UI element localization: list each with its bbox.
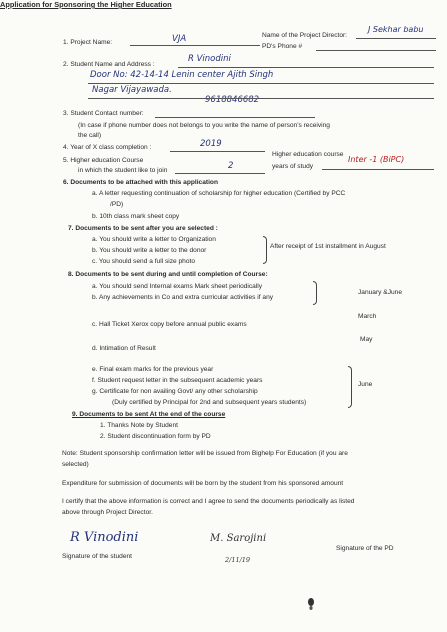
director-label: Name of the Project Director: xyxy=(262,32,348,39)
sec8-june: June xyxy=(358,381,373,388)
course-value: 2 xyxy=(228,161,234,171)
project-name-label: 1. Project Name: xyxy=(63,39,113,46)
project-name-value: VJA xyxy=(172,34,187,44)
student-phone: 9618846682 xyxy=(205,95,260,105)
contact-label: 3. Student Contact number: xyxy=(63,110,144,117)
student-signature-label: Signature of the student xyxy=(62,553,133,560)
years-label1: Higher education course xyxy=(272,151,344,158)
expenditure-note: Expenditure for submission of documents will be born by the student from his sponsored amount xyxy=(62,480,344,487)
x-year-value: 2019 xyxy=(200,139,222,149)
certify-line2: above through Project Director. xyxy=(62,509,153,516)
sec6-a1: a. A letter requesting continuation of scholarship for higher education (Certified by PCC xyxy=(92,190,346,197)
sec9-heading: 9. Documents to be sent At the end of the course xyxy=(72,411,226,418)
contact-line xyxy=(155,117,315,118)
address-line1-rule xyxy=(88,83,434,84)
director-value: J Sekhar babu xyxy=(368,25,424,34)
sec8-jan: January &June xyxy=(358,289,402,296)
sec6-heading: 6. Documents to be attached with this application xyxy=(63,179,218,186)
years-value: Inter -1 (BiPC) xyxy=(348,155,405,164)
director-line xyxy=(356,38,436,39)
sec8-a: a. You should send Internal exams Mark sheet periodically xyxy=(92,283,263,290)
sec8-c: c. Hall Ticket Xerox copy before annual public exams xyxy=(92,321,247,328)
course-label2: in which the student like to join xyxy=(78,167,168,174)
sec7-note: After receipt of 1st installment in August xyxy=(270,243,386,250)
sec8-e: e. Final exam marks for the previous year xyxy=(92,366,214,373)
x-year-line xyxy=(170,151,265,152)
sec6-a2: /PD) xyxy=(110,201,124,208)
contact-note2: the call) xyxy=(78,132,102,139)
x-year-label: 4. Year of X class completion : xyxy=(63,144,152,151)
sec8-g2: (Duly certified by Principal for 2nd and subsequent years students) xyxy=(112,399,307,406)
sec6-b: b. 10th class mark sheet copy xyxy=(92,213,180,220)
pd-phone-label: PD's Phone # xyxy=(262,43,303,50)
note-line2: selected) xyxy=(62,461,89,468)
project-name-line xyxy=(130,45,260,46)
course-line xyxy=(175,173,265,174)
sec8-b: b. Any achievements in Co and extra curricular activities if any xyxy=(92,294,274,301)
sec7-c: c. You should send a full size photo xyxy=(92,258,196,265)
note-line1: Note: Student sponsorship confirmation letter will be issued from Bighelp For Education (if you are xyxy=(62,450,348,457)
pd-phone-line xyxy=(316,50,436,51)
student-address-line2: Nagar Vijayawada. xyxy=(92,85,172,95)
sec8-g: g. Certificate for non availing Govt/ any other scholarship xyxy=(92,388,258,395)
sec9-item2: 2. Student discontinuation form by PD xyxy=(100,433,211,440)
sec8-heading: 8. Documents to be sent during and until completion of Course: xyxy=(68,271,268,278)
sec8-ab-brace xyxy=(313,281,317,305)
sec7-a: a. You should write a letter to Organization xyxy=(92,236,216,243)
sec7-b: b. You should write a letter to the donor xyxy=(92,247,207,254)
years-line xyxy=(322,169,434,170)
sec8-f: f. Student request letter in the subsequent academic years xyxy=(92,377,263,384)
sec7-brace xyxy=(263,236,267,264)
sec8-march: March xyxy=(358,313,377,320)
sec7-heading: 7. Documents to be sent after you are selected : xyxy=(68,225,218,232)
sec8-efg-brace xyxy=(348,366,352,408)
middle-signature-date: 2/11/19 xyxy=(225,556,251,564)
years-label2: years of study xyxy=(272,163,314,170)
course-label1: 5. Higher education Course xyxy=(63,157,144,164)
student-address-line1: Door No: 42-14-14 Lenin center Ajith Singh xyxy=(90,70,274,80)
sec8-d: d. Intimation of Result xyxy=(92,345,156,352)
certify-line1: I certify that the above information is correct and I agree to send the documents periodically as listed xyxy=(62,498,355,505)
sec8-may: May xyxy=(360,336,373,343)
ink-blot-mark xyxy=(306,597,316,611)
middle-signature: M. Sarojini xyxy=(210,533,267,544)
pd-signature-label: Signature of the PD xyxy=(336,545,394,552)
document-title: Application for Sponsoring the Higher Education xyxy=(0,0,172,9)
student-signature: R Vinodini xyxy=(70,530,139,545)
student-label: 2. Student Name and Address : xyxy=(63,61,155,68)
address-line2-rule xyxy=(88,98,434,99)
student-name: R Vinodini xyxy=(188,54,231,64)
student-name-line xyxy=(178,67,434,68)
sec9-item1: 1. Thanks Note by Student xyxy=(100,422,178,429)
contact-note1: (In case if phone number does not belongs to you write the name of person's receiving xyxy=(78,122,330,129)
